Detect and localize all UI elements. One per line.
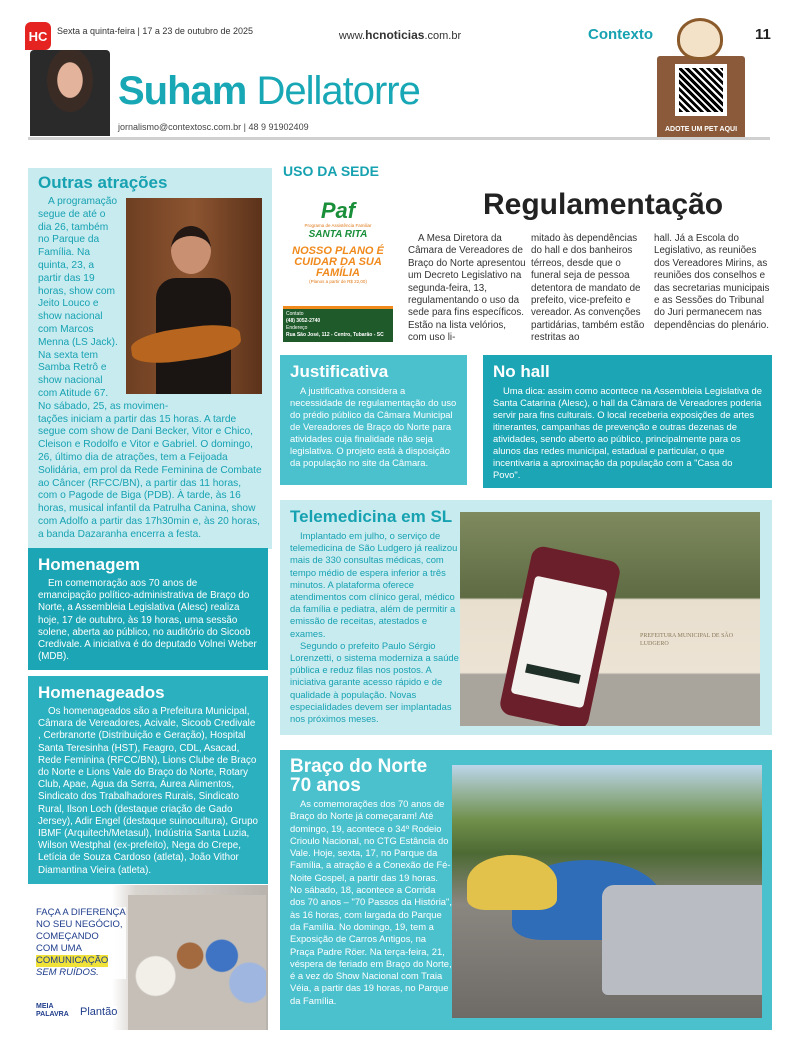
homenageados-title: Homenageados	[38, 683, 165, 702]
ad-slogan	[36, 907, 126, 979]
ad-highlight: COMUNICAÇÃO	[36, 955, 109, 966]
telemedicina-title: Telemedicina em SL	[290, 507, 453, 526]
ad-line: COMEÇANDO	[36, 931, 99, 942]
homenagem-title: Homenagem	[38, 555, 141, 574]
meia-palavra-ad[interactable]	[28, 885, 268, 1030]
homenagem-box	[28, 548, 268, 670]
classic-cars-photo	[452, 765, 762, 1018]
paf-price: (Planos a partir de R$ 22,00)	[309, 279, 367, 284]
telemedicina-p2: Segundo o prefeito Paulo Sérgio Lorenzetti, o sistema moderniza a saúde pública e reduz filas nos postos. A iniciativa garante acesso rápido e de qualidade à população. Novas especialidades devem ser implantadas nos próximos meses.	[290, 639, 459, 725]
homenagem-text: Em comemoração aos 70 anos de emancipação político-administrativa de Braço do Norte, a Assembleia Legislativa (Alesc) realiza hoje, 17 de outubro, às 19 horas, uma sessão solene, aberta ao público, no auditório do Sicoob Credivale. A iniciativa é do deputado Volnei Weber (MDB).	[38, 578, 257, 663]
justificativa-box	[280, 355, 467, 485]
url-brand: hcnoticias	[365, 28, 425, 42]
page-number: 11	[755, 26, 771, 43]
issue-date: Sexta a quinta-feira | 17 a 23 de outubro de 2025	[57, 26, 253, 36]
homenageados-text: Os homenageados são a Prefeitura Municipal, Câmara de Vereadores, Acivale, Sicoob Credivale , Cerbranorte (Distribuição e Geração), Hospital Santa Teresinha (HST), Feagro, CDL, Asacad, Rede Feminina (RFCC/BN), Lions Clube de Braço do Norte e Lions Vale do Braço do Norte, Rotary Club, Apae, Água da Serra, Áurea Alimentos, Sindicato dos Trabalhadores Rurais, Sindicato Rural, Ilson Loch (destaque criação de Gado Jersey), Adir Engel (destaque suinocultura), Grupo IBMF (Arquitech/Metasul), Indústria Santa Luzia, Wilson Westphal (ex-prefeito), Nega do Crepe, Letícia de Souza Cardoso (atleta), João Vithor Diamantina Vieira (atleta).	[38, 706, 258, 876]
article-column-1: A Mesa Diretora da Câmara de Vereadores de Braço do Norte apresentou um Decreto Legislativo na segunda-feira, 13, regulamentando o uso da sede para fins específicos. Estão na lista velórios, com uso li-	[408, 233, 526, 344]
braco-title: Braço do Norte 70 anos	[290, 756, 428, 796]
phone-illustration	[498, 545, 622, 726]
article-column-2: mitado às dependências do hall e dos banheiros térreos, desde que o funeral seja de pessoa detentora de mandato de prefeito, vice-prefeito e vereador. As convenções partidárias, também estão restritas ao	[531, 233, 645, 344]
ad-line: FAÇA A DIFERENÇA	[36, 907, 126, 918]
qr-code[interactable]	[675, 64, 727, 116]
homenageados-box	[28, 676, 268, 884]
columnist-contact: jornalismo@contextosc.com.br | 48 9 91902409	[118, 122, 309, 132]
adopt-pet-ad[interactable]	[655, 18, 747, 140]
team-photo	[128, 895, 266, 1030]
section-kicker: USO DA SEDE	[283, 163, 379, 179]
paf-slogan: NOSSO PLANO É CUIDAR DA SUA FAMÍLIA	[292, 245, 384, 279]
section-name: Contexto	[588, 26, 653, 43]
justificativa-title: Justificativa	[290, 362, 389, 381]
article-title: Regulamentação	[483, 188, 724, 221]
meia-palavra-logo: MEIA PALAVRA	[36, 1003, 69, 1018]
plantao-logo: Plantão	[80, 1006, 118, 1018]
braco-box	[280, 750, 772, 1030]
first-name: Suham	[118, 69, 247, 113]
musician-photo	[126, 198, 262, 394]
ad-line: SEM RUÍDOS.	[36, 967, 99, 978]
no-hall-box	[483, 355, 772, 488]
columnist-name	[118, 68, 420, 114]
paf-subtitle: Programa de Assistência Familiar	[304, 223, 372, 228]
telemedicine-photo	[460, 512, 760, 726]
paf-contact-label: Contato	[286, 311, 304, 317]
dog-icon	[677, 18, 723, 60]
building-sign: PREFEITURA MUNICIPAL DE SÃO LUDGERO	[640, 633, 734, 647]
justificativa-text: A justificativa considera a necessidade de regulamentação do uso do prédio público da Câmara Municipal de Vereadores de Braço do Norte para atividades cuja finalidade não seja legislativa. O projeto está à disposição da população no site da Câmara.	[290, 385, 457, 468]
no-hall-text: Uma dica: assim como acontece na Assembleia Legislativa de Santa Catarina (Alesc), o hall da Câmara de Vereadores poderia servir para fins culturais. O local receberia exposições de artes itinerantes, campanhas de prevenção e outras dezenas de atividades, sendo aberto ao público, principalmente para os alunos das redes municipal, estadual e particular, o que incentivaria a aproximação da população com a "Casa do Povo".	[493, 385, 762, 480]
ad-line: COM UMA	[36, 943, 82, 954]
paf-ad[interactable]	[283, 195, 393, 342]
paf-name: SANTA RITA	[308, 229, 368, 240]
no-hall-title: No hall	[493, 362, 550, 381]
paf-contact	[283, 306, 393, 342]
url-suffix: .com.br	[424, 30, 462, 42]
ad-line: NO SEU NEGÓCIO,	[36, 919, 123, 930]
telemedicina-box	[280, 500, 772, 735]
outras-text-top: A programação segue de até o dia 26, também no Parque da Família. Na quinta, 23, a partir das 19 horas, show com Jeito Louco e show nacional com Marcos Menna (LS Jack). Na sexta tem Samba Retrô e show nacional com Atitude 67. No sábado, 25, as movimen-	[38, 196, 169, 412]
header-divider	[28, 137, 770, 140]
paf-address: Rua São José, 112 - Centro, Tubarão - SC	[286, 332, 384, 338]
url-prefix: www.	[338, 30, 366, 42]
site-url[interactable]	[250, 28, 550, 42]
hc-logo: HC	[25, 22, 51, 50]
outras-atracoes-box	[28, 168, 272, 549]
telemedicina-p1: Implantado em julho, o serviço de telemedicina de São Ludgero já realizou mais de 330 consultas médicas, com tempo médio de espera inferior a três minutos. A plataforma oferece atendimentos com clínico geral, médico da família e pediatra, além de permitir a emissão de receitas, atestados e exames.	[290, 530, 458, 639]
article-column-3: hall. Já a Escola do Legislativo, as reuniões dos Vereadores Mirins, as reuniões dos conselhos e das secretarias municipais e as Sessões do Tribunal do Juri permanecem nas dependências do plenário.	[654, 233, 770, 331]
paf-phone: (48) 3052-2740	[286, 318, 321, 324]
paf-logo: Paf	[320, 198, 356, 223]
outras-title: Outras atrações	[38, 173, 168, 192]
braco-text: As comemorações dos 70 anos de Braço do Norte já começaram! Até domingo, 19, acontece o 34º Rodeio Crioulo Nacional, no CTG Estância do Vale. Hoje, sexta, 17, no Parque da Família, a atração é a Conexão de Fé- Noite Gospel, a partir das 19 horas. No sábado, 18, acontece a Corrida dos 70 anos – "70 Passos da História", às 16 horas, com largada do Parque da Família. No domingo, 19, tem a Exposição de Carros Antigos, na Praça Padre Röer. Na terça-feira, 21, véspera de feriado em Braço do Norte, é a vez do Show Nacional com Traia Véia, a partir das 19 horas, no Parque da Família.	[290, 798, 452, 1006]
outras-text-bottom: tações iniciam a partir das 15 horas. A tarde segue com show de Dani Becker, Vitor e Chico, Cleison e Rodolfo e Vitor e Gabriel. O domingo, 26, último dia de atrações, tem a Feijoada Solidária, em prol da Rede Feminina de Combate ao Câncer (RFCC/BN), a partir das 11 horas, com o Pagode de Biga (PDB). À tarde, às 16 horas, musical infantil da Patrulha Canina, show com Adolfo a partir das 17h30min e, às 20 horas, a banda Dazaranha encerra a festa.	[38, 413, 262, 540]
adopt-pet-label: ADOTE UM PET AQUI	[664, 126, 738, 133]
columnist-photo	[30, 50, 110, 136]
paf-address-label: Endereço	[286, 325, 308, 331]
last-name: Dellatorre	[246, 69, 420, 113]
